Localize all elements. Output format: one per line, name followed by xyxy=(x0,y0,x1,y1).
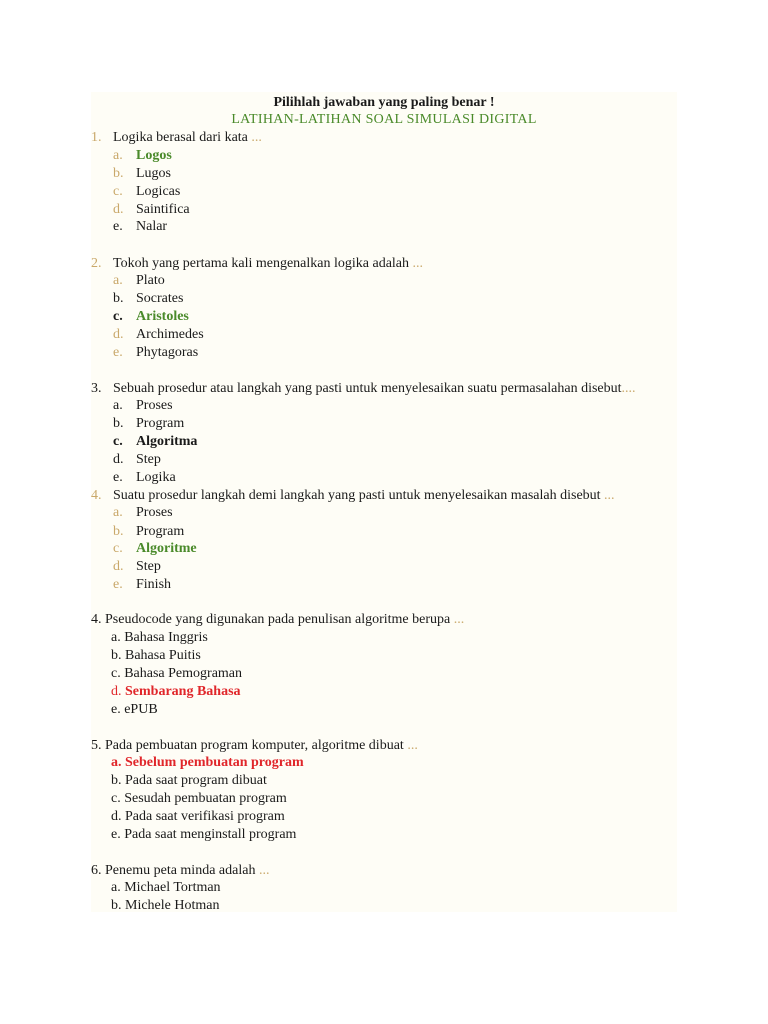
correct-answer: Algoritma xyxy=(136,434,198,449)
question-text: 4. Pseudocode yang digunakan pada penulisan algoritme berupa xyxy=(91,612,451,627)
option-letter: b. xyxy=(113,291,124,306)
question-2 xyxy=(91,255,423,273)
option-1d xyxy=(113,201,190,219)
option-4c xyxy=(113,540,197,558)
correct-answer: Sembarang Bahasa xyxy=(125,684,241,699)
option-text: Archimedes xyxy=(136,327,204,342)
option-6a: a. Michael Tortman xyxy=(111,880,221,895)
option-letter: c. xyxy=(113,184,123,199)
option-1e xyxy=(113,218,167,236)
option-1c xyxy=(113,183,180,201)
question-4 xyxy=(91,487,615,505)
option-letter: c. xyxy=(113,309,123,324)
option-text: Proses xyxy=(136,398,173,413)
correct-answer: Aristoles xyxy=(136,309,189,324)
question-3 xyxy=(91,380,636,398)
option-text: Program xyxy=(136,416,185,431)
option-text: Step xyxy=(136,452,161,467)
option-letter: d. xyxy=(113,327,124,342)
option-6b: b. Michele Hotman xyxy=(111,898,220,913)
option-5b: b. Pada saat program dibuat xyxy=(111,773,267,788)
question-1 xyxy=(91,129,262,147)
option-3a xyxy=(113,397,173,415)
question-text: Suatu prosedur langkah demi langkah yang pasti untuk menyelesaikan masalah disebut xyxy=(113,488,601,503)
option-5d: d. Pada saat verifikasi program xyxy=(111,809,285,824)
document-title: LATIHAN-LATIHAN SOAL SIMULASI DIGITAL xyxy=(231,112,537,127)
option-4b-a: a. Bahasa Inggris xyxy=(111,630,208,645)
correct-answer: Logos xyxy=(136,148,172,163)
option-letter: c. xyxy=(113,541,123,556)
option-3d xyxy=(113,451,161,469)
question-number: 1. xyxy=(91,130,102,145)
question-number: 2. xyxy=(91,256,102,271)
option-letter: e. xyxy=(113,577,123,592)
option-4b xyxy=(113,523,184,541)
option-letter: e. xyxy=(113,345,123,360)
option-letter: d. xyxy=(111,684,122,699)
option-letter: b. xyxy=(113,166,124,181)
option-4d xyxy=(113,558,161,576)
option-text: Phytagoras xyxy=(136,345,199,360)
option-letter: d. xyxy=(113,559,124,574)
document-page xyxy=(91,92,677,912)
question-number: 3. xyxy=(91,381,102,396)
question-text: Sebuah prosedur atau langkah yang pasti untuk menyelesaikan suatu permasalahan disebut xyxy=(113,381,622,396)
question-dots: ... xyxy=(251,130,262,145)
option-text: Logika xyxy=(136,470,176,485)
option-text: Saintifica xyxy=(136,202,190,217)
option-text: Nalar xyxy=(136,219,168,234)
option-1a xyxy=(113,147,172,165)
instruction-heading: Pilihlah jawaban yang paling benar ! xyxy=(273,95,495,110)
option-letter: b. xyxy=(113,416,124,431)
question-6 xyxy=(91,862,269,880)
option-letter: b. xyxy=(113,524,124,539)
question-number: 4. xyxy=(91,488,102,503)
question-text: 5. Pada pembuatan program komputer, algoritme dibuat xyxy=(91,738,404,753)
question-4-pseudocode xyxy=(91,611,464,629)
question-text: 6. Penemu peta minda adalah xyxy=(91,863,256,878)
option-letter: a. xyxy=(113,273,123,288)
option-letter: d. xyxy=(113,202,124,217)
correct-answer: Algoritme xyxy=(136,541,197,556)
option-3e xyxy=(113,469,176,487)
option-2c xyxy=(113,308,189,326)
question-text: Tokoh yang pertama kali mengenalkan logika adalah xyxy=(113,256,410,271)
option-text: Step xyxy=(136,559,161,574)
question-text: Logika berasal dari kata xyxy=(113,130,248,145)
option-4b-e: e. ePUB xyxy=(111,702,158,717)
option-2b xyxy=(113,290,183,308)
option-5c: c. Sesudah pembuatan program xyxy=(111,791,287,806)
option-5e: e. Pada saat menginstall program xyxy=(111,827,297,842)
option-1b xyxy=(113,165,171,183)
option-text: Program xyxy=(136,524,185,539)
option-2d xyxy=(113,326,204,344)
option-letter: a. xyxy=(113,148,123,163)
option-letter: c. xyxy=(113,434,123,449)
question-dots: ... xyxy=(412,256,424,271)
question-5 xyxy=(91,737,418,755)
option-2e xyxy=(113,344,198,362)
option-letter: e. xyxy=(113,219,123,234)
option-5a: a. Sebelum pembuatan program xyxy=(111,755,304,770)
option-text: Lugos xyxy=(136,166,171,181)
question-dots: ... xyxy=(407,738,418,753)
option-3b xyxy=(113,415,184,433)
option-text: Logicas xyxy=(136,184,181,199)
option-3c xyxy=(113,433,197,451)
question-dots: .... xyxy=(621,381,636,396)
option-letter: a. xyxy=(113,398,123,413)
option-letter: e. xyxy=(113,470,123,485)
option-text: Plato xyxy=(136,273,165,288)
option-4e xyxy=(113,576,171,594)
option-4b-c: c. Bahasa Pemograman xyxy=(111,666,243,681)
option-text: Proses xyxy=(136,505,173,520)
option-4b-b: b. Bahasa Puitis xyxy=(111,648,201,663)
question-dots: ... xyxy=(453,612,465,627)
option-4a xyxy=(113,504,173,522)
option-text: Socrates xyxy=(136,291,184,306)
option-letter: a. xyxy=(113,505,123,520)
option-letter: d. xyxy=(113,452,124,467)
option-4b-d xyxy=(111,683,241,701)
option-2a xyxy=(113,272,165,290)
question-dots: ... xyxy=(604,488,615,503)
option-text: Finish xyxy=(136,577,172,592)
question-dots: ... xyxy=(258,863,270,878)
